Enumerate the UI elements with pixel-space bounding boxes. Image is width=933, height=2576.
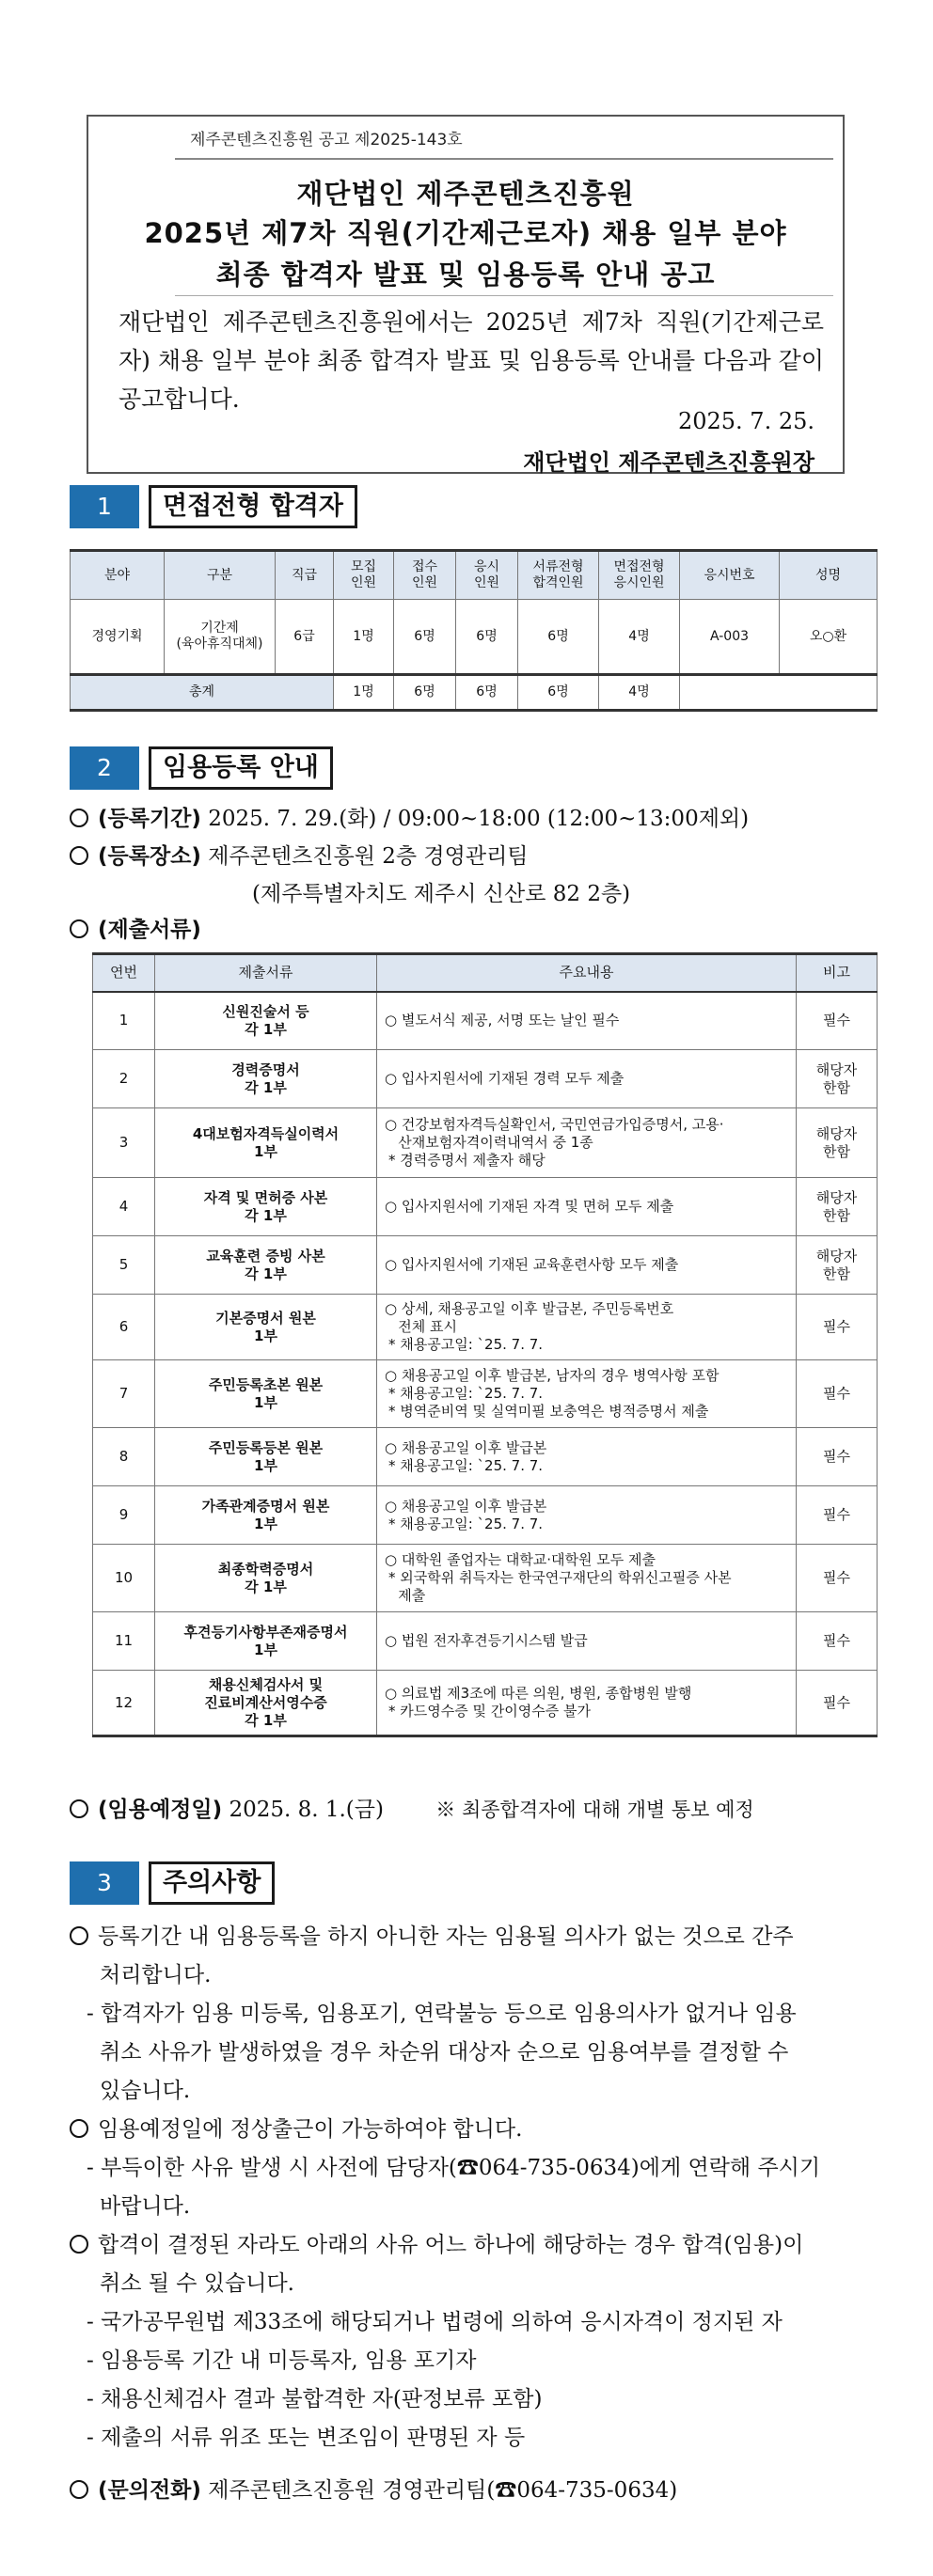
document-qty: 1부 <box>254 1456 277 1474</box>
cell-no: 5 <box>93 1236 155 1295</box>
table-row <box>93 1050 878 1108</box>
detail-line: * 외국학위 취득자는 한국연구재단의 학위신고필증 사본 <box>388 1569 732 1586</box>
caution-text: 바랍니다. <box>100 2194 191 2219</box>
total-interview: 4명 <box>599 675 680 711</box>
cell-detail <box>377 992 797 1050</box>
document-name: 4대보험자격득실이력서 <box>192 1124 340 1142</box>
table-row <box>93 1545 878 1612</box>
circle-bullet-icon <box>70 846 88 865</box>
total-took: 6명 <box>456 675 518 711</box>
col-header: 서류전형 합격인원 <box>518 551 599 600</box>
table-row <box>93 992 878 1050</box>
caution-line <box>70 2265 877 2303</box>
cell-no: 3 <box>93 1108 155 1178</box>
table-row <box>71 600 878 675</box>
table-row <box>93 1428 878 1486</box>
detail-line: ○ 법원 전자후견등기시스템 발급 <box>385 1632 588 1649</box>
interview-pass-table <box>70 549 878 712</box>
caution-line <box>70 2226 877 2265</box>
detail-line: * 경력증명서 제출자 해당 <box>388 1152 546 1169</box>
caution-list <box>70 1918 877 2458</box>
cell-detail <box>377 1236 797 1295</box>
document-qty: 1부 <box>254 1393 277 1411</box>
cell-name: 오○환 <box>780 600 878 675</box>
cell-no: 8 <box>93 1428 155 1486</box>
caution-line <box>70 2111 877 2149</box>
section-number: 1 <box>70 485 139 528</box>
registration-place <box>70 839 529 870</box>
cell-detail <box>377 1050 797 1108</box>
caution-line <box>70 2342 877 2380</box>
caution-line <box>70 1956 877 1995</box>
cell-took: 6명 <box>456 600 518 675</box>
cell-note: 필수 <box>797 1486 878 1545</box>
total-doc-pass: 6명 <box>518 675 599 711</box>
circle-bullet-icon <box>70 2235 88 2254</box>
caution-text: 처리합니다. <box>100 1963 212 1987</box>
divider <box>175 158 833 160</box>
col-header: 제출서류 <box>155 954 377 992</box>
circle-bullet-icon <box>70 919 88 938</box>
cell-document <box>155 1236 377 1295</box>
cell-doc-pass: 6명 <box>518 600 599 675</box>
caution-text: - 임용등록 기간 내 미등록자, 임용 포기자 <box>87 2348 477 2373</box>
cell-no: 2 <box>93 1050 155 1108</box>
detail-line: * 채용공고일: `25. 7. 7. <box>388 1336 544 1353</box>
contact-line <box>70 2473 677 2504</box>
notice-title-line3: 최종 합격자 발표 및 임용등록 안내 공고 <box>215 259 716 291</box>
col-header: 연번 <box>93 954 155 992</box>
total-row <box>71 675 878 711</box>
section-title: 주의사항 <box>149 1861 275 1905</box>
table-header-row <box>93 954 878 992</box>
table-row <box>93 1486 878 1545</box>
detail-line: ○ 별도서식 제공, 서명 또는 날인 필수 <box>385 1012 620 1029</box>
caution-text: - 채용신체검사 결과 불합격한 자(판정보류 포함) <box>87 2387 543 2411</box>
contact-value: 제주콘텐츠진흥원 경영관리팀(☎064-735-0634) <box>208 2478 678 2503</box>
document-name: 주민등록등본 원본 <box>208 1438 324 1456</box>
appoint-label: (임용예정일) <box>98 1798 223 1822</box>
caution-line <box>70 2380 877 2419</box>
submission-docs-table <box>92 952 878 1737</box>
cell-type <box>165 600 276 675</box>
cell-note: 해당자 한함 <box>797 1178 878 1236</box>
appoint-note: ※ 최종합격자에 대해 개별 통보 예정 <box>435 1798 754 1821</box>
detail-line: * 카드영수증 및 간이영수증 불가 <box>388 1703 591 1720</box>
type-line1: 기간제 <box>200 620 239 636</box>
caution-text: 있습니다. <box>100 2079 191 2103</box>
cell-detail <box>377 1295 797 1360</box>
submission-docs-label <box>70 912 201 943</box>
document-qty: 각 1부 <box>245 1206 287 1224</box>
cell-no: 7 <box>93 1360 155 1428</box>
cell-exam-no: A-003 <box>680 600 780 675</box>
circle-bullet-icon <box>70 2119 88 2138</box>
notice-signatory: 재단법인 제주콘텐츠진흥원장 <box>523 449 814 476</box>
table-row <box>93 1671 878 1736</box>
cell-note: 해당자 한함 <box>797 1050 878 1108</box>
cell-detail <box>377 1486 797 1545</box>
cell-detail <box>377 1428 797 1486</box>
col-header: 비고 <box>797 954 878 992</box>
cell-note: 필수 <box>797 992 878 1050</box>
cell-interview: 4명 <box>599 600 680 675</box>
detail-line: ○ 입사지원서에 기재된 자격 및 면허 모두 제출 <box>385 1198 674 1215</box>
cell-grade: 6급 <box>276 600 334 675</box>
detail-line: 제출 <box>385 1587 426 1604</box>
period-label: (등록기간) <box>98 807 201 831</box>
place-address: (제주특별자치도 제주시 신산로 82 2층) <box>252 882 631 906</box>
col-header: 분야 <box>71 551 165 600</box>
notice-number: 제주콘텐츠진흥원 공고 제2025-143호 <box>190 131 463 149</box>
caution-text: - 부득이한 사유 발생 시 사전에 담당자(☎064-735-0634)에게 연락해 주시기 <box>87 2156 821 2180</box>
col-header: 모집 인원 <box>334 551 394 600</box>
detail-line: ○ 채용공고일 이후 발급본, 남자의 경우 병역사항 포함 <box>385 1367 720 1384</box>
detail-line: 전체 표시 <box>385 1318 458 1335</box>
document-qty: 각 1부 <box>245 1020 287 1038</box>
section-title: 임용등록 안내 <box>149 746 333 790</box>
caution-text: - 국가공무원법 제33조에 해당되거나 법령에 의하여 응시자격이 정지된 자 <box>87 2310 783 2334</box>
caution-line <box>70 2188 877 2226</box>
cell-document <box>155 1295 377 1360</box>
col-header: 주요내용 <box>377 954 797 992</box>
document-name: 교육훈련 증빙 사본 <box>206 1247 325 1264</box>
document-name: 자격 및 면허증 사본 <box>203 1188 328 1206</box>
detail-line: 산재보험자격이력내역서 중 1종 <box>385 1134 593 1151</box>
detail-line: ○ 채용공고일 이후 발급본 <box>385 1497 547 1515</box>
table-header-row <box>71 551 878 600</box>
detail-line: ○ 입사지원서에 기재된 경력 모두 제출 <box>385 1070 625 1087</box>
caution-line <box>70 2303 877 2342</box>
cell-document <box>155 1612 377 1671</box>
notice-box <box>87 115 845 474</box>
cell-no: 1 <box>93 992 155 1050</box>
document-name: 기본증명서 원본 <box>215 1309 316 1327</box>
cell-note: 필수 <box>797 1545 878 1612</box>
detail-line: * 채용공고일: `25. 7. 7. <box>388 1385 544 1402</box>
caution-text: 임용예정일에 정상출근이 가능하여야 합니다. <box>98 2117 523 2142</box>
cell-no: 9 <box>93 1486 155 1545</box>
cell-note: 필수 <box>797 1295 878 1360</box>
cell-note: 해당자 한함 <box>797 1108 878 1178</box>
document-name: 최종학력증명서 <box>217 1560 314 1578</box>
caution-line <box>70 2034 877 2072</box>
document-qty: 각 1부 <box>245 1264 287 1282</box>
total-applied: 6명 <box>394 675 456 711</box>
divider <box>175 295 833 296</box>
caution-text: - 제출의 서류 위조 또는 변조임이 판명된 자 등 <box>87 2426 526 2450</box>
appointment-date <box>70 1792 754 1823</box>
period-value: 2025. 7. 29.(화) / 09:00~18:00 (12:00~13:00제외) <box>208 807 750 831</box>
cell-detail <box>377 1178 797 1236</box>
col-header: 직급 <box>276 551 334 600</box>
detail-line: ○ 상세, 채용공고일 이후 발급본, 주민등록번호 <box>385 1300 674 1317</box>
cell-note: 필수 <box>797 1671 878 1736</box>
table-row <box>93 1236 878 1295</box>
cell-detail <box>377 1108 797 1178</box>
cell-document <box>155 1428 377 1486</box>
cell-recruit: 1명 <box>334 600 394 675</box>
cell-note: 필수 <box>797 1428 878 1486</box>
cell-note: 필수 <box>797 1360 878 1428</box>
document-qty: 1부 <box>254 1142 277 1160</box>
cell-detail <box>377 1612 797 1671</box>
caution-line <box>70 2072 877 2111</box>
document-name: 채용신체검사서 및 진료비계산서영수증 <box>204 1675 327 1711</box>
cell-document <box>155 992 377 1050</box>
cell-no: 10 <box>93 1545 155 1612</box>
document-qty: 각 1부 <box>245 1578 287 1595</box>
detail-line: * 채용공고일: `25. 7. 7. <box>388 1456 544 1474</box>
detail-line: ○ 대학원 졸업자는 대학교·대학원 모두 제출 <box>385 1551 656 1568</box>
cell-document <box>155 1108 377 1178</box>
cell-field: 경영기획 <box>71 600 165 675</box>
cell-document <box>155 1050 377 1108</box>
circle-bullet-icon <box>70 2480 88 2499</box>
cell-no: 12 <box>93 1671 155 1736</box>
cell-no: 4 <box>93 1178 155 1236</box>
caution-text: 취소 사유가 발생하였을 경우 차순위 대상자 순으로 임용여부를 결정할 수 <box>100 2040 789 2065</box>
detail-line: ○ 입사지원서에 기재된 교육훈련사항 모두 제출 <box>385 1256 679 1273</box>
docs-label: (제출서류) <box>98 918 201 942</box>
cell-document <box>155 1671 377 1736</box>
notice-title-line2: 2025년 제7차 직원(기간제근로자) 채용 일부 분야 <box>144 217 787 249</box>
cell-note: 필수 <box>797 1612 878 1671</box>
document-qty: 1부 <box>254 1327 277 1344</box>
table-row <box>93 1295 878 1360</box>
circle-bullet-icon <box>70 1799 88 1818</box>
detail-line: ○ 의료법 제3조에 따른 의원, 병원, 종합병원 발행 <box>385 1685 692 1702</box>
cell-no: 11 <box>93 1612 155 1671</box>
detail-line: ○ 채용공고일 이후 발급본 <box>385 1438 547 1456</box>
document-name: 가족관계증명서 원본 <box>201 1497 330 1515</box>
caution-text: 등록기간 내 임용등록을 하지 아니한 자는 임용될 의사가 없는 것으로 간주 <box>98 1924 794 1949</box>
registration-period <box>70 801 749 832</box>
col-header: 응시번호 <box>680 551 780 600</box>
detail-line: ○ 건강보험자격득실확인서, 국민연금가입증명서, 고용· <box>385 1116 724 1133</box>
document-name: 신원진술서 등 <box>222 1002 309 1020</box>
col-header: 구분 <box>165 551 276 600</box>
cell-detail <box>377 1545 797 1612</box>
cell-no: 6 <box>93 1295 155 1360</box>
document-name: 후견등기사항부존재증명서 <box>183 1623 348 1641</box>
caution-line <box>70 1918 877 1956</box>
document-qty: 1부 <box>254 1641 277 1658</box>
cell-document <box>155 1486 377 1545</box>
document-qty: 1부 <box>254 1515 277 1532</box>
cell-detail <box>377 1360 797 1428</box>
detail-line: * 채용공고일: `25. 7. 7. <box>388 1515 544 1532</box>
table-row <box>93 1360 878 1428</box>
table-row <box>93 1612 878 1671</box>
place-label: (등록장소) <box>98 844 201 869</box>
cell-note: 해당자 한함 <box>797 1236 878 1295</box>
caution-text: 취소 될 수 있습니다. <box>100 2271 294 2296</box>
caution-line <box>70 2149 877 2188</box>
caution-text: - 합격자가 임용 미등록, 임용포기, 연락불능 등으로 임용의사가 없거나 임용 <box>87 2002 797 2026</box>
cell-document <box>155 1545 377 1612</box>
total-recruit: 1명 <box>334 675 394 711</box>
notice-title-line1: 재단법인 제주콘텐츠진흥원 <box>296 178 635 210</box>
document-qty: 각 1부 <box>245 1078 287 1096</box>
section-number: 3 <box>70 1861 139 1905</box>
cell-applied: 6명 <box>394 600 456 675</box>
document-name: 주민등록초본 원본 <box>208 1375 324 1393</box>
section-title: 면접전형 합격자 <box>149 485 357 528</box>
col-header: 면접전형 응시인원 <box>599 551 680 600</box>
detail-line: * 병역준비역 및 실역미필 보충역은 병적증명서 제출 <box>388 1403 709 1420</box>
table-row <box>93 1178 878 1236</box>
document-name: 경력증명서 <box>231 1060 300 1078</box>
place-value: 제주콘텐츠진흥원 2층 경영관리팀 <box>208 844 529 869</box>
total-label: 총계 <box>71 675 334 711</box>
caution-line <box>70 1995 877 2034</box>
caution-line <box>70 2419 877 2458</box>
cell-document <box>155 1360 377 1428</box>
cell-document <box>155 1178 377 1236</box>
contact-label: (문의전화) <box>98 2478 201 2503</box>
col-header: 성명 <box>780 551 878 600</box>
col-header: 접수 인원 <box>394 551 456 600</box>
total-empty <box>680 675 878 711</box>
caution-text: 합격이 결정된 자라도 아래의 사유 어느 하나에 해당하는 경우 합격(임용)이 <box>98 2233 804 2257</box>
col-header: 응시 인원 <box>456 551 518 600</box>
circle-bullet-icon <box>70 809 88 827</box>
table-row <box>93 1108 878 1178</box>
section-number: 2 <box>70 746 139 790</box>
document-qty: 각 1부 <box>245 1711 287 1729</box>
cell-detail <box>377 1671 797 1736</box>
appoint-value: 2025. 8. 1.(금) <box>229 1798 384 1822</box>
notice-body: 재단법인 제주콘텐츠진흥원에서는 2025년 제7차 직원(기간제근로자) 채용 일부 분야 최종 합격자 발표 및 임용등록 안내를 다음과 같이 공고합니다. <box>119 308 824 413</box>
circle-bullet-icon <box>70 1926 88 1945</box>
type-line2: (육아휴직대체) <box>176 636 263 652</box>
notice-date: 2025. 7. 25. <box>677 408 814 434</box>
